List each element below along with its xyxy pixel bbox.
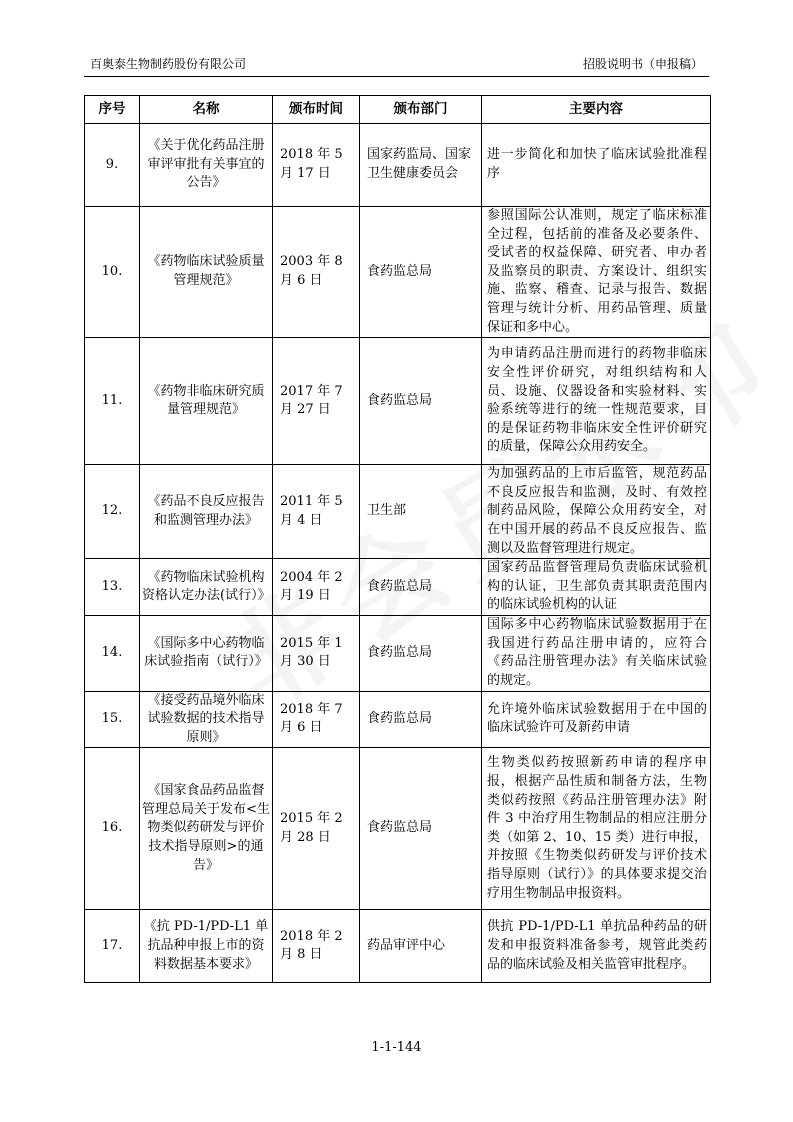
regulation-name: 《接受药品境外临床试验数据的技术指导原则》 — [140, 691, 273, 748]
column-header-name: 名称 — [140, 96, 273, 124]
page-header — [84, 54, 709, 74]
issuing-department: 卫生部 — [360, 465, 482, 559]
row-number: 14. — [85, 616, 140, 691]
table-header-row — [85, 96, 711, 124]
main-content: 国际多中心药物临床试验数据用于在我国进行药品注册申请的，应符合《药品注册管理办法》有关临床试验的规定。 — [482, 616, 711, 691]
row-number: 11. — [85, 338, 140, 465]
main-content: 进一步简化和加快了临床试验批准程序 — [482, 124, 711, 207]
table-row — [85, 559, 711, 616]
table-row — [85, 691, 711, 748]
document-title: 招股说明书（申报稿） — [582, 57, 703, 71]
table-row — [85, 616, 711, 691]
issue-date: 2017 年 7 月 27 日 — [273, 338, 360, 465]
row-number: 15. — [85, 691, 140, 748]
table-row — [85, 124, 711, 207]
issuing-department: 食药监总局 — [360, 338, 482, 465]
column-header-no: 序号 — [85, 96, 140, 124]
issuing-department: 药品审评中心 — [360, 910, 482, 983]
row-number: 9. — [85, 124, 140, 207]
issue-date: 2018 年 5 月 17 日 — [273, 124, 360, 207]
issuing-department: 食药监总局 — [360, 207, 482, 338]
regulations-table — [84, 95, 711, 983]
regulation-name: 《关于优化药品注册审评审批有关事宜的公告》 — [140, 124, 273, 207]
company-name: 百奥泰生物制药股份有限公司 — [90, 57, 247, 71]
issue-date: 2015 年 2 月 28 日 — [273, 748, 360, 910]
table-row — [85, 910, 711, 983]
regulation-name: 《国家食品药品监督管理总局关于发布<生物类似药研发与评价技术指导原则>的通告》 — [140, 748, 273, 910]
main-content: 参照国际公认准则，规定了临床标准全过程，包括前的准备及必要条件、受试者的权益保障、研究者、申办者及监察员的职责、方案设计、组织实施、监察、稽查、记录与报告、数据管理与统计分析、用药品管理、质量保证和多中心。 — [482, 207, 711, 338]
table-row — [85, 465, 711, 559]
regulation-name: 《药物临床试验机构资格认定办法(试行）》 — [140, 559, 273, 616]
table-row — [85, 338, 711, 465]
main-content: 允许境外临床试验数据用于在中国的临床试验许可及新药申请 — [482, 691, 711, 748]
issuing-department: 食药监总局 — [360, 748, 482, 910]
issue-date: 2011 年 5 月 4 日 — [273, 465, 360, 559]
row-number: 12. — [85, 465, 140, 559]
regulation-name: 《药品不良反应报告和监测管理办法》 — [140, 465, 273, 559]
issue-date: 2003 年 8 月 6 日 — [273, 207, 360, 338]
main-content: 为申请药品注册而进行的药物非临床安全性评价研究，对组织结构和人员、设施、仪器设备和实验材料、实验系统等进行的统一性规范要求，目的是保证药物非临床安全性评价研究的质量，保障公众用药安全。 — [482, 338, 711, 465]
issuing-department: 食药监总局 — [360, 691, 482, 748]
header-divider — [84, 76, 709, 77]
column-header-date: 颁布时间 — [273, 96, 360, 124]
issuing-department: 国家药监局、国家卫生健康委员会 — [360, 124, 482, 207]
regulation-name: 《抗 PD-1/PD-L1 单抗品种申报上市的资料数据基本要求》 — [140, 910, 273, 983]
main-content: 国家药品监督管理局负责临床试验机构的认证，卫生部负责其职责范围内的临床试验机构的认证 — [482, 559, 711, 616]
issuing-department: 食药监总局 — [360, 616, 482, 691]
table-row — [85, 207, 711, 338]
issue-date: 2004 年 2 月 19 日 — [273, 559, 360, 616]
issuing-department: 食药监总局 — [360, 559, 482, 616]
main-content: 生物类似药按照新药申请的程序申报，根据产品性质和制备方法，生物类似药按照《药品注册管理办法》附件 3 中治疗用生物制品的相应注册分类（如第 2、10、15 类）进行申报，并按照《生物类似药研发与评价技术指导原则（试行）》的具体要求提交治疗用生物制品申报资料。 — [482, 748, 711, 910]
main-content: 供抗 PD-1/PD-L1 单抗品种药品的研发和申报资料准备参考，规管此类药品的临床试验及相关监管审批程序。 — [482, 910, 711, 983]
issue-date: 2018 年 7 月 6 日 — [273, 691, 360, 748]
row-number: 10. — [85, 207, 140, 338]
regulation-name: 《药物临床试验质量管理规范》 — [140, 207, 273, 338]
main-content: 为加强药品的上市后监管，规范药品不良反应报告和监测，及时、有效控制药品风险，保障公众用药安全，对在中国开展的药品不良反应报告、监测以及监督管理进行规定。 — [482, 465, 711, 559]
regulation-name: 《药物非临床研究质量管理规范》 — [140, 338, 273, 465]
row-number: 17. — [85, 910, 140, 983]
regulation-name: 《国际多中心药物临床试验指南（试行）》 — [140, 616, 273, 691]
row-number: 16. — [85, 748, 140, 910]
page-number: 1-1-144 — [371, 1040, 422, 1055]
issue-date: 2015 年 1 月 30 日 — [273, 616, 360, 691]
row-number: 13. — [85, 559, 140, 616]
column-header-dept: 颁布部门 — [360, 96, 482, 124]
table-row — [85, 748, 711, 910]
issue-date: 2018 年 2 月 8 日 — [273, 910, 360, 983]
column-header-content: 主要内容 — [482, 96, 711, 124]
